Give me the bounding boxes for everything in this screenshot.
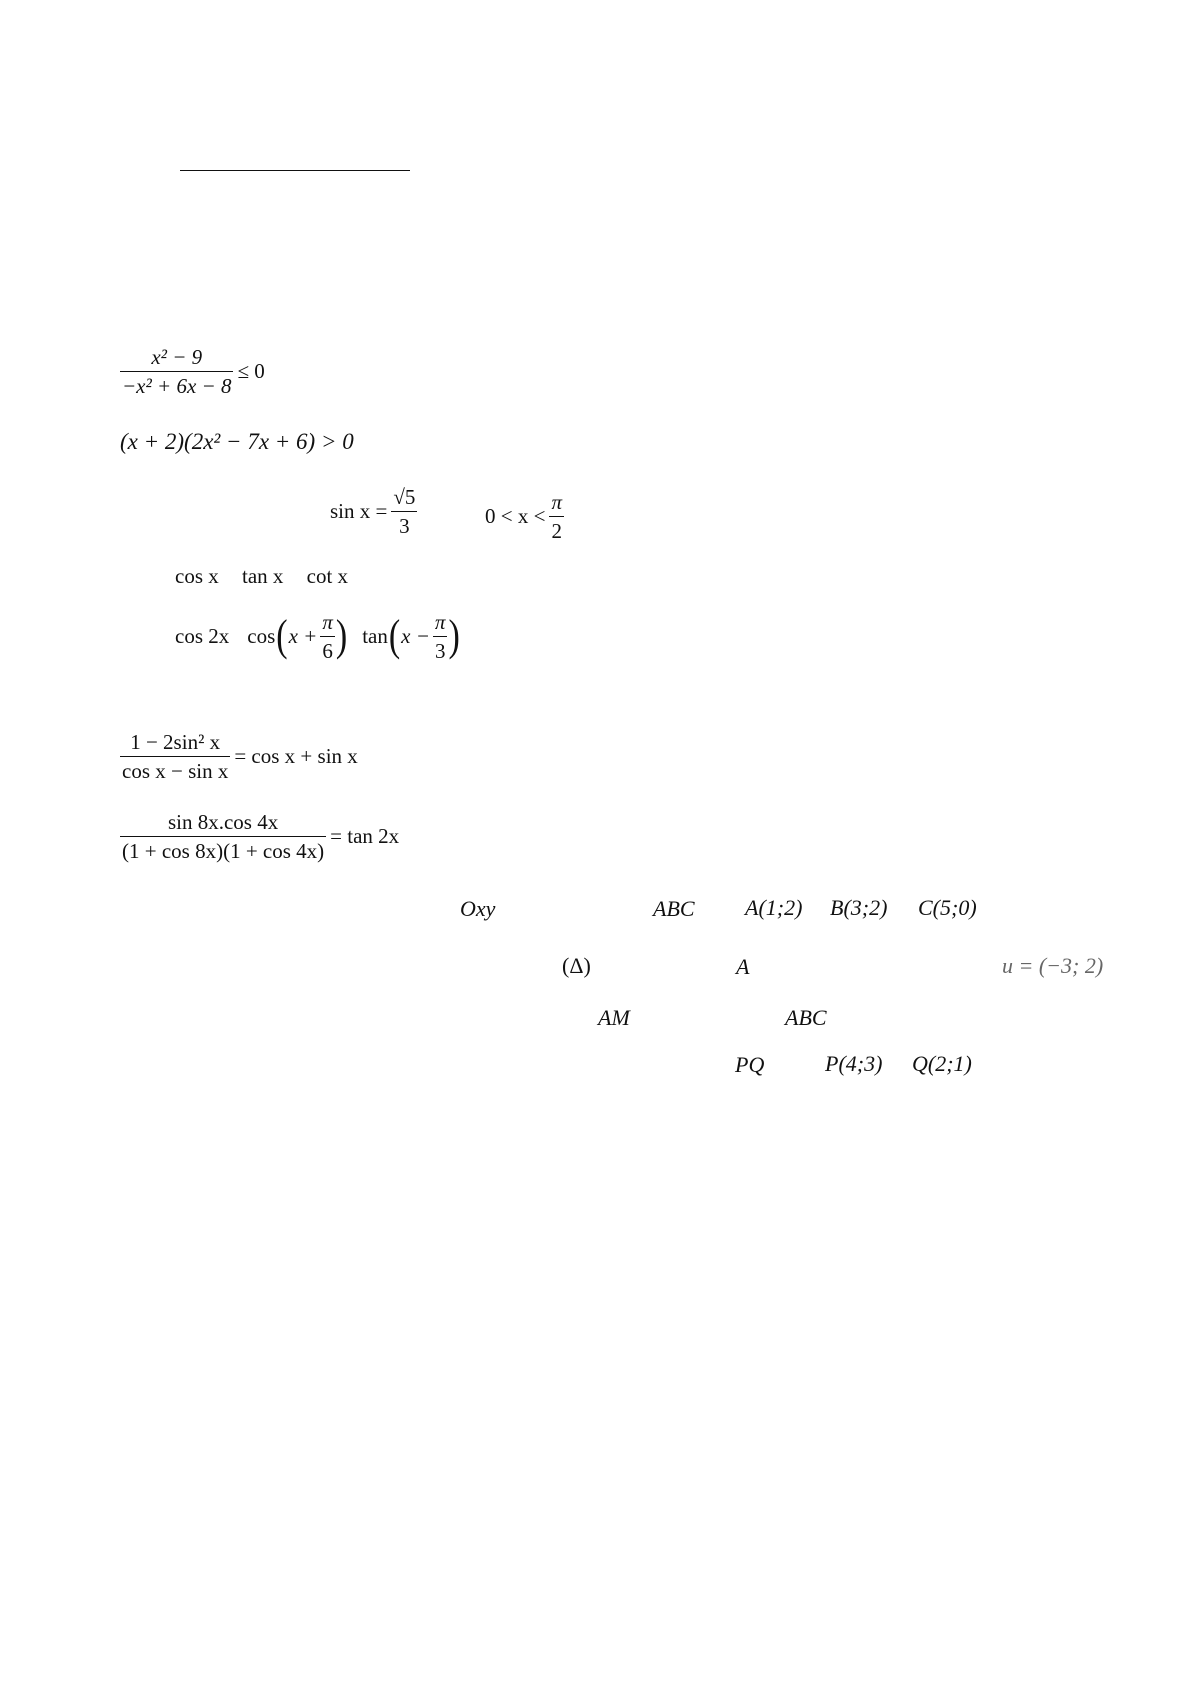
trig-row-2-cos-numerator: π — [322, 610, 333, 634]
geometry-point-c: C(5;0) — [918, 895, 977, 920]
geometry-point-p: P(4;3) — [825, 1051, 883, 1076]
given-sin-lhs: sin x = — [330, 499, 388, 524]
inequality-a-fraction — [120, 345, 233, 398]
trig-row-1-item: tan x — [242, 564, 284, 588]
identity-2-rhs: = tan 2x — [330, 824, 400, 849]
identity-2-numerator: sin 8x.cos 4x — [167, 810, 279, 834]
identity-2-fraction — [120, 810, 326, 863]
header-blank-rule — [180, 170, 410, 171]
trig-row-1 — [175, 566, 348, 587]
trig-row-2-cos-fn: cos — [247, 624, 276, 649]
geometry-vector: u = (−3; 2) — [1002, 953, 1104, 978]
trig-row-2-cos-arg: x + — [288, 624, 318, 649]
geometry-plane: Oxy — [460, 896, 496, 921]
trig-row-2-tan-denominator: 3 — [434, 639, 446, 664]
trig-row-2-tan-fraction — [433, 610, 448, 663]
inequality-a-numerator: x² − 9 — [151, 345, 203, 369]
given-sin-fraction — [391, 485, 417, 538]
geometry-segment: PQ — [735, 1052, 765, 1077]
inequality-a — [120, 345, 265, 398]
given-sin-denominator: 3 — [399, 514, 410, 539]
identity-2 — [120, 810, 399, 863]
given-condition-denominator: 2 — [551, 519, 562, 544]
inequality-b: (x + 2)(2x² − 7x + 6) > 0 — [120, 429, 354, 454]
identity-2-denominator: (1 + cos 8x)(1 + cos 4x) — [122, 839, 325, 864]
geometry-point-a: A(1;2) — [745, 895, 803, 920]
geometry-point-q: Q(2;1) — [912, 1051, 972, 1076]
geometry-line: (Δ) — [562, 953, 591, 978]
trig-row-2: cos 2x cos ( x + $\frac{\pi}{6}$ ) tan ( x − $\frac{\pi}{3}$ ) — [175, 610, 460, 664]
geometry-triangle: ABC — [653, 896, 695, 921]
given-sin — [330, 485, 417, 538]
geometry-through-point: A — [736, 954, 750, 979]
given-sin-numerator: √5 — [393, 485, 416, 509]
given-condition-fraction — [549, 490, 564, 543]
trig-row-1-item: cos x — [175, 564, 219, 588]
trig-row-2-tan-fn: tan — [362, 624, 388, 649]
identity-1-denominator: cos x − sin x — [122, 759, 229, 784]
given-condition-lhs: 0 < x < — [485, 504, 546, 529]
trig-row-2-cos-denominator: 6 — [322, 639, 333, 664]
inequality-a-rhs: ≤ 0 — [237, 359, 265, 384]
identity-1-fraction — [120, 730, 230, 783]
trig-row-2-cos2x: cos 2x — [175, 624, 230, 649]
identity-1-numerator: 1 − 2sin² x — [130, 730, 221, 754]
given-condition — [485, 490, 564, 543]
identity-1 — [120, 730, 358, 783]
trig-row-1-item: cot x — [306, 564, 349, 588]
geometry-triangle-2: ABC — [785, 1005, 827, 1030]
trig-row-2-cos-fraction — [320, 610, 335, 663]
geometry-point-b: B(3;2) — [830, 895, 888, 920]
trig-row-2-tan-numerator: π — [434, 610, 446, 634]
inequality-a-denominator: −x² + 6x − 8 — [122, 374, 232, 399]
trig-row-2-tan-arg: x − — [401, 624, 430, 649]
given-condition-numerator: π — [551, 490, 562, 514]
geometry-median: AM — [598, 1005, 630, 1030]
identity-1-rhs: = cos x + sin x — [234, 744, 358, 769]
